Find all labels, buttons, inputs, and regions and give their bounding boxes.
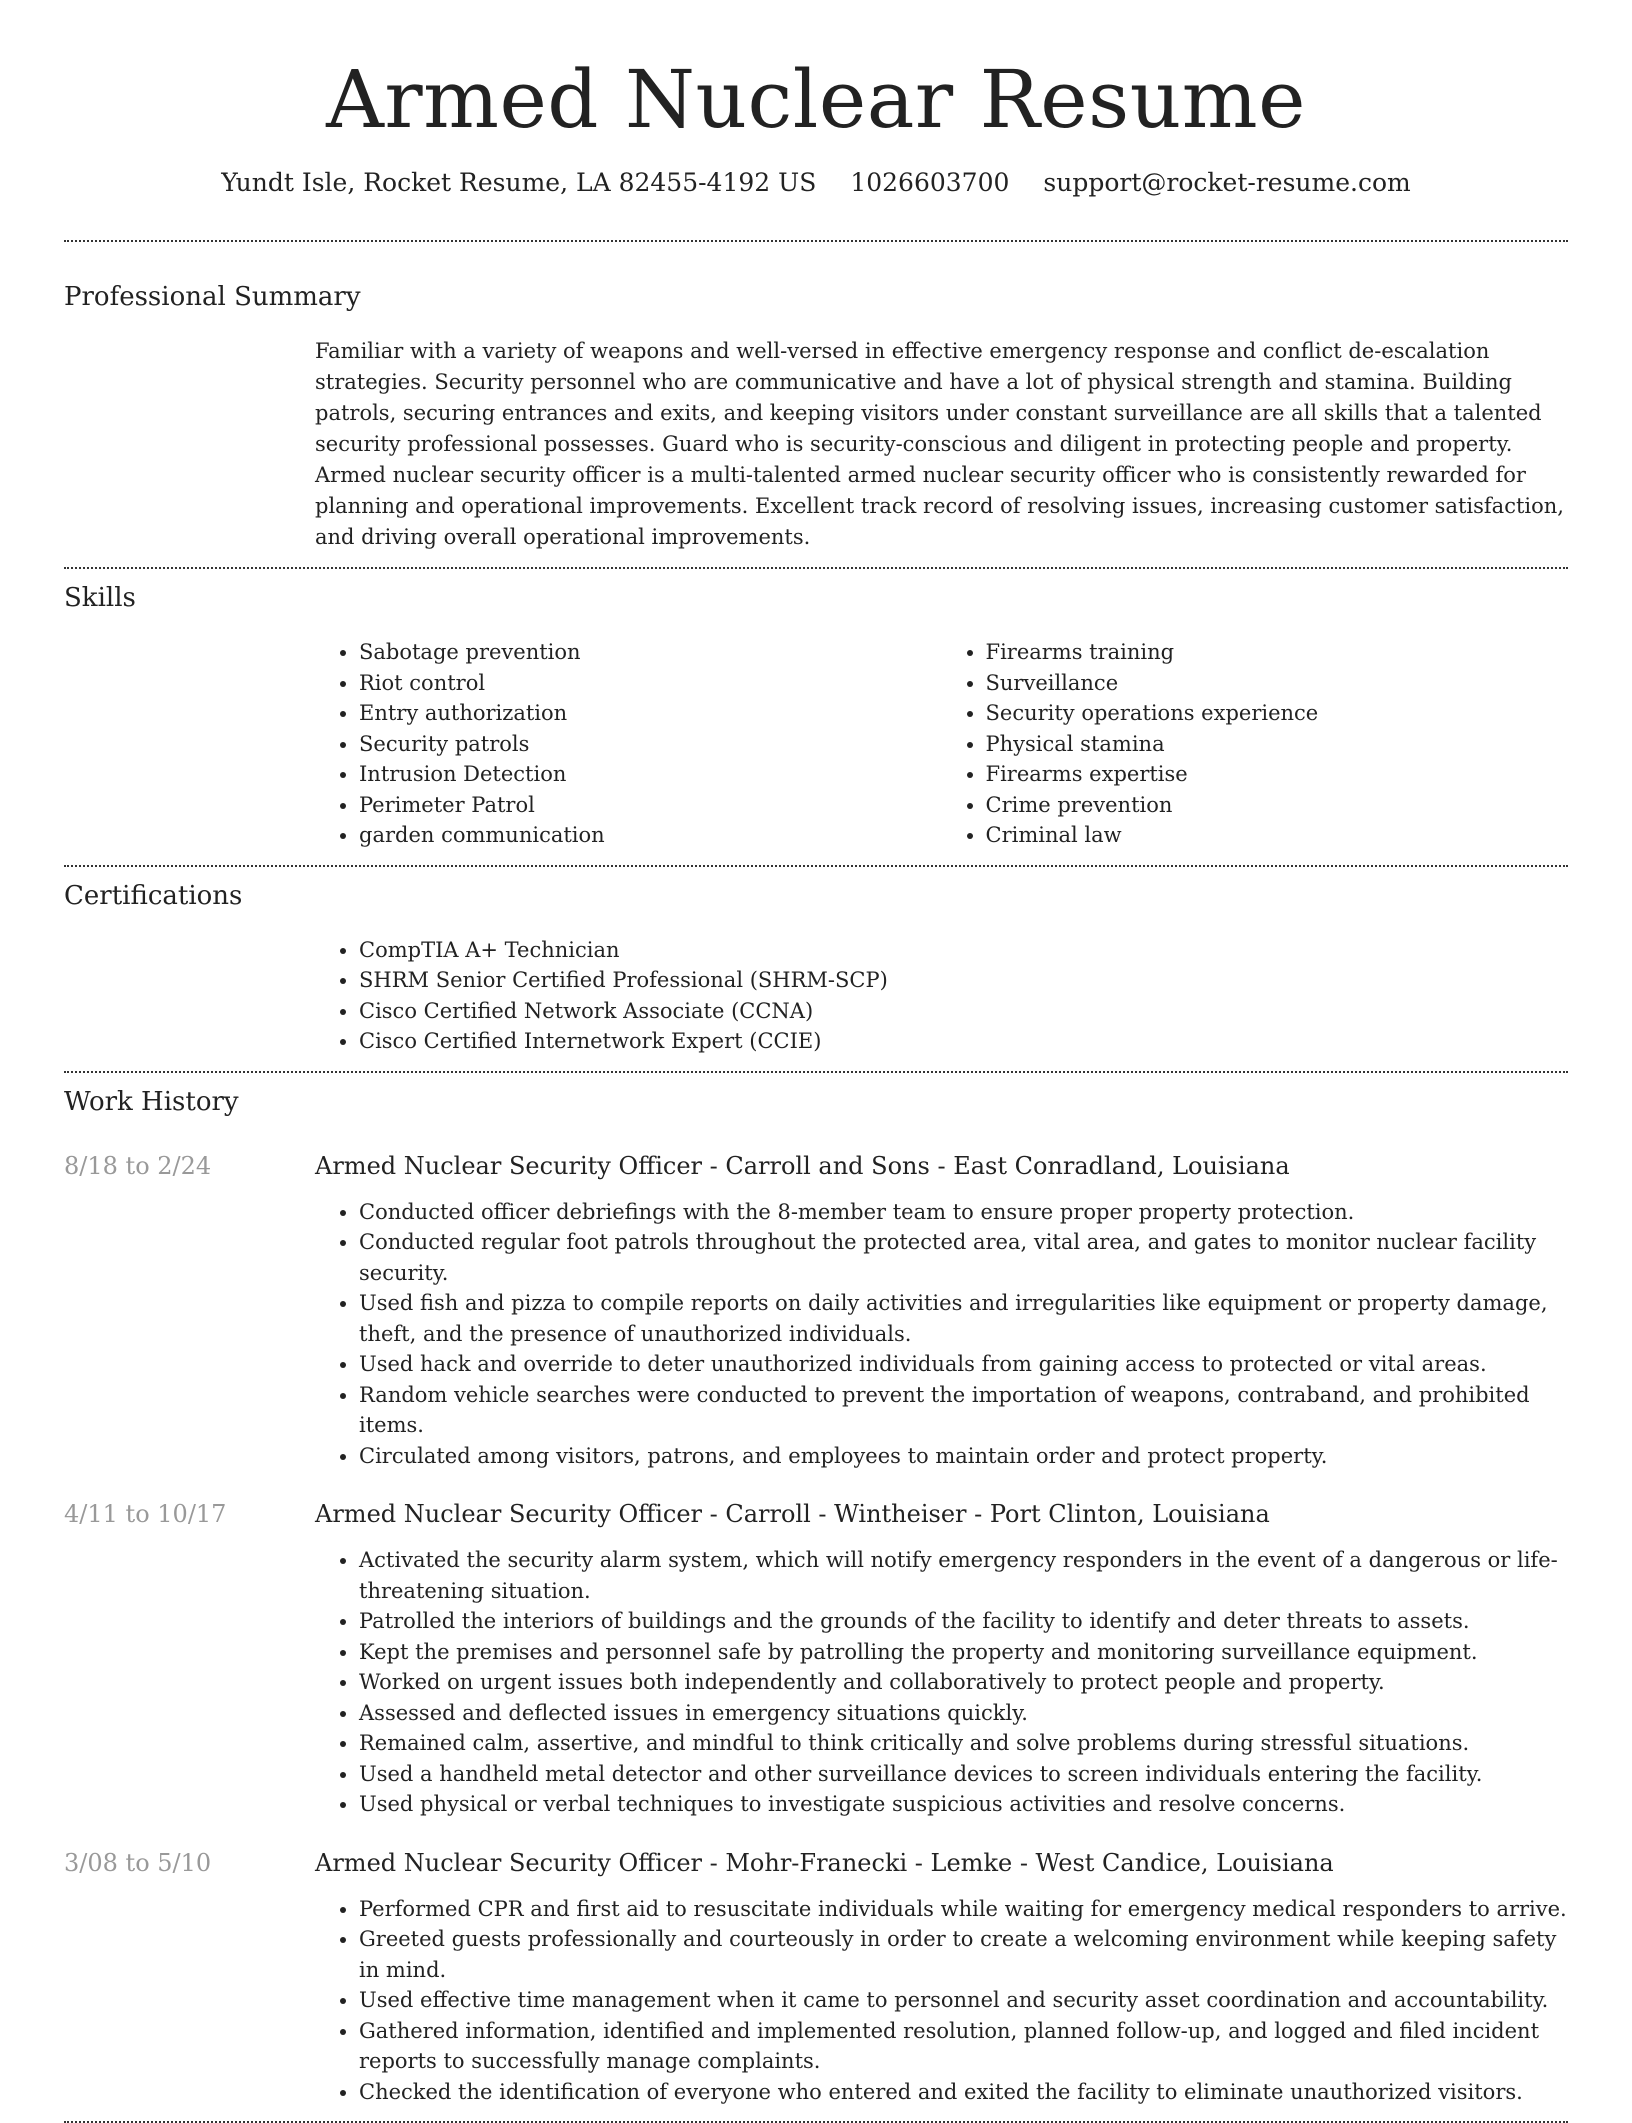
job-title: Armed Nuclear Security Officer - Carroll and Sons - East Conradland, Louisiana bbox=[315, 1151, 1290, 1180]
resume-name: Armed Nuclear Resume bbox=[326, 53, 1306, 146]
job-bullet: • Worked on urgent issues both independently and collaboratively to protect people and property. bbox=[359, 1667, 1568, 1698]
job-end: 10/17 bbox=[157, 1500, 227, 1528]
job-date-sep: to bbox=[125, 1151, 150, 1180]
job-dates bbox=[64, 1149, 315, 1183]
job-dates bbox=[64, 1497, 315, 1531]
job-bullet: • Remained calm, assertive, and mindful to think critically and solve problems during stressful situations. bbox=[359, 1728, 1568, 1759]
skill-item: • Perimeter Patrol bbox=[359, 790, 942, 821]
skill-item: • Surveillance bbox=[986, 668, 1569, 699]
skill-item: • Security patrols bbox=[359, 729, 942, 760]
skills-title: Skills bbox=[64, 583, 136, 613]
summary-title: Professional Summary bbox=[64, 282, 361, 312]
skill-item: • Physical stamina bbox=[986, 729, 1569, 760]
job-header bbox=[64, 1149, 1568, 1183]
job-title: Armed Nuclear Security Officer - Mohr-Franecki - Lemke - West Candice, Louisiana bbox=[315, 1848, 1334, 1877]
certifications-list bbox=[315, 935, 1568, 1057]
skill-item: • Criminal law bbox=[986, 820, 1569, 851]
job-bullet: • Random vehicle searches were conducted to prevent the importation of weapons, contraband, and prohibited items. bbox=[359, 1380, 1568, 1441]
job-header bbox=[64, 1846, 1568, 1880]
work-section bbox=[64, 1073, 1568, 2122]
work-title: Work History bbox=[64, 1086, 239, 1117]
skill-item: • Sabotage prevention bbox=[359, 637, 942, 668]
contact-address: Yundt Isle, Rocket Resume, LA 82455-4192 US bbox=[221, 168, 817, 197]
work-head bbox=[64, 1073, 1568, 1119]
job-bullet: • Used hack and override to deter unauthorized individuals from gaining access to protected or vital areas. bbox=[359, 1349, 1568, 1380]
job-bullet: • Patrolled the interiors of buildings and the grounds of the facility to identify and deter threats to assets. bbox=[359, 1606, 1568, 1637]
job-title: Armed Nuclear Security Officer - Carroll - Wintheiser - Port Clinton, Louisiana bbox=[315, 1500, 1270, 1528]
job-bullet: • Kept the premises and personnel safe by patrolling the property and monitoring surveillance equipment. bbox=[359, 1637, 1568, 1668]
job-start: 3/08 bbox=[64, 1848, 118, 1877]
job-bullet: • Activated the security alarm system, which will notify emergency responders in the event of a dangerous or life-threatening situation. bbox=[359, 1545, 1568, 1606]
certifications-title: Certifications bbox=[64, 880, 243, 911]
contact-phone: 1026603700 bbox=[850, 168, 1010, 197]
skills-list-left bbox=[315, 637, 942, 851]
contact-line bbox=[64, 166, 1568, 200]
job-bullet-list bbox=[315, 1894, 1568, 2108]
skill-item: • Riot control bbox=[359, 668, 942, 699]
summary-text: Familiar with a variety of weapons and well-versed in effective emergency response and conflict de-escalation strategies. Security personnel who are communicative and have a lot of physical strength and stamina. Building patrols, securing entrances and exits, and keeping visitors under constant surveillance are all skills that a talented security professional possesses. Guard who is security-conscious and diligent in protecting people and property. Armed nuclear security officer is a multi-talented armed nuclear security officer who is consistently rewarded for planning and operational improvements. Excellent track record of resolving issues, increasing customer satisfaction, and driving overall operational improvements. bbox=[315, 339, 1564, 549]
skill-item: • garden communication bbox=[359, 820, 942, 851]
job-bullet: • Used effective time management when it came to personnel and security asset coordination and accountability. bbox=[359, 1985, 1568, 2016]
skills-section bbox=[64, 569, 1568, 865]
summary-section bbox=[64, 242, 1568, 567]
skill-item: • Firearms training bbox=[986, 637, 1569, 668]
job-bullet: • Circulated among visitors, patrons, and employees to maintain order and protect property. bbox=[359, 1441, 1568, 1472]
job-end: 5/10 bbox=[157, 1848, 212, 1877]
skill-item: • Entry authorization bbox=[359, 698, 942, 729]
job-entry bbox=[64, 1820, 1568, 2108]
skill-item: • Firearms expertise bbox=[986, 759, 1569, 790]
job-bullet: • Gathered information, identified and implemented resolution, planned follow-up, and logged and filed incident reports to successfully manage complaints. bbox=[359, 2016, 1568, 2077]
certification-item: • Cisco Certified Network Associate (CCNA) bbox=[359, 996, 1568, 1027]
job-bullets bbox=[315, 1545, 1568, 1820]
contact-email: support@rocket-resume.com bbox=[1043, 168, 1411, 197]
certification-item: • CompTIA A+ Technician bbox=[359, 935, 1568, 966]
job-bullet: • Used fish and pizza to compile reports on daily activities and irregularities like equipment or property damage, theft, and the presence of unauthorized individuals. bbox=[359, 1288, 1568, 1349]
certifications-section bbox=[64, 867, 1568, 1071]
job-entry bbox=[64, 1119, 1568, 1472]
skills-head bbox=[64, 569, 1568, 615]
skills-grid bbox=[315, 637, 1568, 851]
job-bullet: • Conducted regular foot patrols throughout the protected area, vital area, and gates to monitor nuclear facility security. bbox=[359, 1227, 1568, 1288]
job-bullet-list bbox=[315, 1197, 1568, 1472]
job-bullets bbox=[315, 1197, 1568, 1472]
job-date-sep: to bbox=[125, 1500, 150, 1528]
job-header bbox=[64, 1497, 1568, 1531]
job-date-sep: to bbox=[125, 1848, 150, 1877]
job-entry bbox=[64, 1471, 1568, 1820]
certifications-head bbox=[64, 867, 1568, 913]
job-end: 2/24 bbox=[157, 1151, 212, 1180]
certifications-body bbox=[315, 935, 1568, 1057]
job-start: 8/18 bbox=[64, 1151, 118, 1180]
job-dates bbox=[64, 1846, 315, 1880]
skill-item: • Security operations experience bbox=[986, 698, 1569, 729]
job-bullet: • Performed CPR and first aid to resuscitate individuals while waiting for emergency medical responders to arrive. bbox=[359, 1894, 1568, 1925]
job-bullet: • Assessed and deflected issues in emergency situations quickly. bbox=[359, 1698, 1568, 1729]
summary-head bbox=[64, 242, 1568, 314]
skills-list-right bbox=[942, 637, 1569, 851]
summary-body bbox=[315, 336, 1568, 553]
certification-item: • Cisco Certified Internetwork Expert (CCIE) bbox=[359, 1026, 1568, 1057]
skill-item: • Crime prevention bbox=[986, 790, 1569, 821]
job-bullet-list bbox=[315, 1545, 1568, 1820]
job-bullets bbox=[315, 1894, 1568, 2108]
job-bullet: • Conducted officer debriefings with the 8-member team to ensure proper property protection. bbox=[359, 1197, 1568, 1228]
job-bullet: • Checked the identification of everyone who entered and exited the facility to eliminate unauthorized visitors. bbox=[359, 2077, 1568, 2108]
job-bullet: • Greeted guests professionally and courteously in order to create a welcoming environment while keeping safety in mind. bbox=[359, 1924, 1568, 1985]
job-start: 4/11 bbox=[64, 1500, 118, 1528]
skill-item: • Intrusion Detection bbox=[359, 759, 942, 790]
certification-item: • SHRM Senior Certified Professional (SHRM-SCP) bbox=[359, 965, 1568, 996]
job-bullet: • Used physical or verbal techniques to investigate suspicious activities and resolve concerns. bbox=[359, 1789, 1568, 1820]
job-bullet: • Used a handheld metal detector and other surveillance devices to screen individuals entering the facility. bbox=[359, 1759, 1568, 1790]
